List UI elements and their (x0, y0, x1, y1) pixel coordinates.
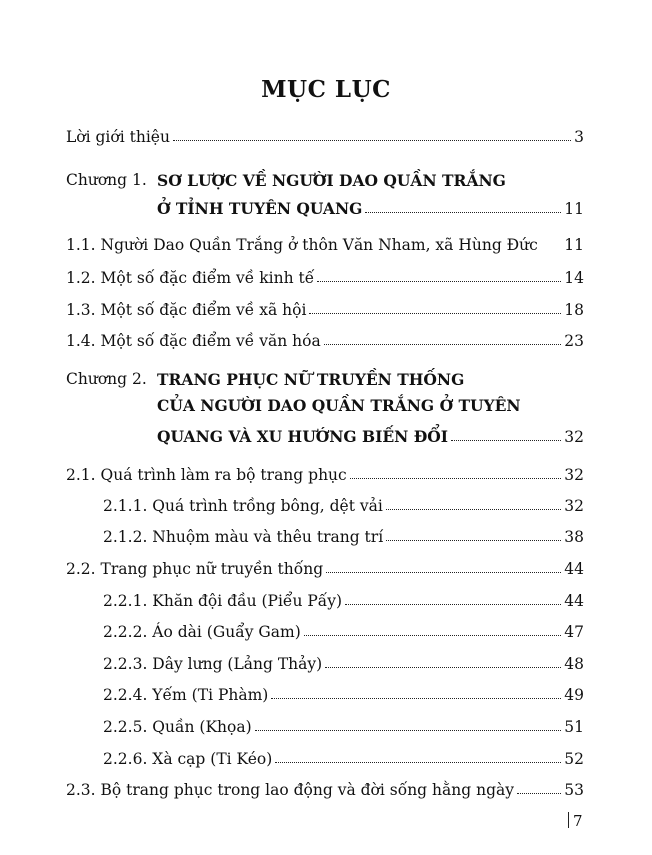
toc-entry-2-2-5[interactable] (103, 712, 584, 736)
dot-leader (324, 344, 562, 345)
toc-entry-1-2[interactable] (66, 263, 584, 287)
dot-leader (541, 248, 561, 249)
toc-entry-page: 44 (564, 592, 584, 610)
toc-entry-label: 1.2. Một số đặc điểm về kinh tế (66, 269, 315, 287)
toc-entry-label: 2.1. Quá trình làm ra bộ trang phục (66, 466, 347, 484)
toc-entry-page: 3 (574, 128, 584, 146)
toc-entry-label: 2.1.2. Nhuộm màu và thêu trang trí (103, 528, 384, 546)
toc-entry-page: 14 (564, 269, 584, 287)
toc-entry-1-3[interactable] (66, 295, 584, 319)
chapter-1-title-text: SƠ LƯỢC VỀ NGƯỜI DAO QUẦN TRẮNG (157, 171, 506, 190)
toc-entry-label: 2.2.3. Dây lưng (Lảng Thảy) (103, 655, 323, 673)
page-number-value: 7 (573, 812, 583, 830)
toc-entry-chapter-2[interactable] (157, 422, 584, 446)
chapter-2-title-line2[interactable] (157, 396, 521, 415)
dot-leader (325, 667, 561, 668)
toc-entry-2-1[interactable] (66, 460, 584, 484)
toc-entry-2-2-4[interactable] (103, 680, 584, 704)
toc-entry-label: Lời giới thiệu (66, 128, 170, 146)
chapter-2-title-line1[interactable] (157, 370, 464, 389)
toc-entry-page: 32 (564, 497, 584, 515)
toc-entry-2-2[interactable] (66, 554, 584, 578)
toc-entry-intro[interactable] (66, 122, 584, 146)
toc-entry-page: 32 (564, 428, 584, 446)
toc-entry-page: 11 (564, 236, 584, 254)
dot-leader (271, 698, 561, 699)
folio-rule (568, 812, 569, 828)
toc-entry-page: 48 (564, 655, 584, 673)
toc-entry-page: 32 (564, 466, 584, 484)
dot-leader (309, 313, 561, 314)
chapter-1-title-line1[interactable] (157, 171, 506, 190)
dot-leader (173, 140, 571, 141)
toc-entry-page: 23 (564, 332, 584, 350)
dot-leader (326, 572, 561, 573)
toc-entry-label: 2.2.1. Khăn đội đầu (Piểu Pấy) (103, 592, 343, 610)
toc-entry-page: 18 (564, 301, 584, 319)
toc-entry-2-2-3[interactable] (103, 649, 584, 673)
toc-entry-2-2-6[interactable] (103, 744, 584, 768)
toc-entry-2-2-2[interactable] (103, 617, 584, 641)
dot-leader (350, 478, 562, 479)
dot-leader (517, 793, 561, 794)
chapter-1-prefix: Chương 1. (66, 171, 147, 189)
dot-leader (386, 509, 561, 510)
toc-entry-2-1-2[interactable] (103, 522, 584, 546)
toc-entry-label: 1.3. Một số đặc điểm về xã hội (66, 301, 307, 319)
dot-leader (255, 730, 562, 731)
toc-entry-2-1-1[interactable] (103, 491, 584, 515)
toc-entry-page: 47 (564, 623, 584, 641)
dot-leader (451, 440, 561, 441)
toc-entry-chapter-1[interactable] (157, 194, 584, 218)
toc-entry-2-2-1[interactable] (103, 586, 584, 610)
dot-leader (386, 540, 561, 541)
toc-entry-1-1[interactable] (66, 230, 584, 254)
chapter-1-title-line2: Ở TỈNH TUYÊN QUANG (157, 199, 363, 218)
toc-entry-label: 2.2.2. Áo dài (Guẩy Gam) (103, 623, 301, 641)
dot-leader (275, 762, 561, 763)
toc-entry-page: 44 (564, 560, 584, 578)
toc-entry-label: 1.1. Người Dao Quần Trắng ở thôn Văn Nham, xã Hùng Đức (66, 236, 538, 254)
toc-entry-label: 2.2. Trang phục nữ truyền thống (66, 560, 324, 578)
toc-entry-label: 2.2.5. Quần (Khọa) (103, 718, 252, 736)
chapter-2-prefix: Chương 2. (66, 370, 147, 388)
page-title: MỤC LỤC (261, 76, 391, 103)
dot-leader (304, 635, 562, 636)
toc-entry-page: 51 (564, 718, 584, 736)
dot-leader (345, 604, 561, 605)
toc-entry-label: 2.2.4. Yếm (Ti Phàm) (103, 686, 269, 704)
toc-entry-page: 38 (564, 528, 584, 546)
chapter-2-title-text: TRANG PHỤC NỮ TRUYỀN THỐNG (157, 370, 465, 389)
toc-entry-label: 1.4. Một số đặc điểm về văn hóa (66, 332, 321, 350)
toc-entry-page: 52 (564, 750, 584, 768)
toc-entry-2-3[interactable] (66, 775, 584, 799)
toc-entry-label: 2.1.1. Quá trình trồng bông, dệt vải (103, 497, 383, 515)
dot-leader (317, 281, 561, 282)
toc-entry-page: 53 (564, 781, 584, 799)
page-number (568, 812, 583, 830)
chapter-2-title-text-2: CỦA NGƯỜI DAO QUẦN TRẮNG Ở TUYÊN (157, 396, 521, 415)
dot-leader (365, 212, 561, 213)
toc-entry-label: 2.2.6. Xà cạp (Ti Kéo) (103, 750, 273, 768)
toc-entry-page: 49 (564, 686, 584, 704)
chapter-2-title-line3: QUANG VÀ XU HƯỚNG BIẾN ĐỔI (157, 427, 449, 446)
toc-entry-1-4[interactable] (66, 326, 584, 350)
toc-entry-label: 2.3. Bộ trang phục trong lao động và đời sống hằng ngày (66, 781, 514, 799)
toc-entry-page: 11 (564, 200, 584, 218)
